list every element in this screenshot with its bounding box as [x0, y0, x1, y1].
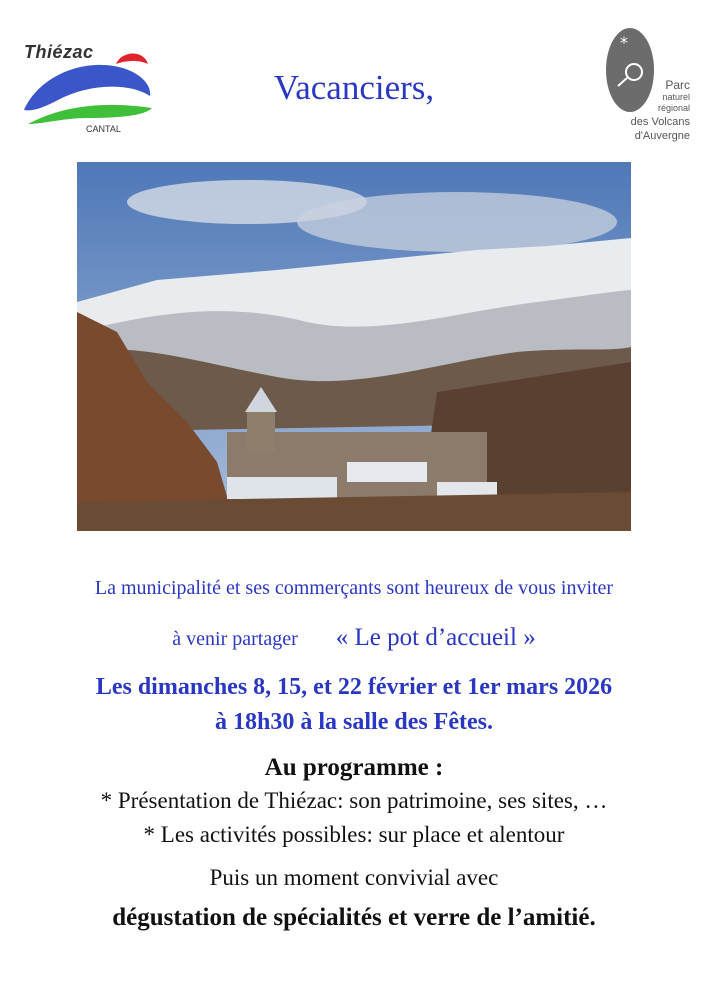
programme-heading: Au programme :: [264, 754, 444, 781]
village-photo: [77, 162, 631, 531]
thiezac-logo-sub: CANTAL: [86, 124, 121, 134]
partager-prefix: à venir partager: [172, 628, 298, 650]
event-time-place: à 18h30 à la salle des Fêtes.: [215, 709, 493, 735]
event-name: « Le pot d’accueil »: [335, 624, 536, 651]
village-photo-graphic: [77, 162, 631, 531]
then-text: Puis un moment convivial avec: [209, 865, 499, 890]
programme-item: * Présentation de Thiézac: son patrimoine, ses sites, …: [100, 788, 608, 813]
parc-line-3: régional: [657, 103, 690, 113]
event-dates: Les dimanches 8, 15, et 22 février et 1er mars 2026: [95, 674, 613, 700]
programme-item: * Les activités possibles: sur place et alentour: [143, 822, 565, 847]
page-title: Vacanciers,: [273, 68, 435, 107]
svg-text:*: *: [620, 33, 628, 52]
parc-line-4: des Volcans: [630, 116, 690, 128]
closing-text: dégustation de spécialités et verre de l’amitié.: [112, 904, 596, 931]
parc-line-1: Parc: [665, 78, 690, 92]
parc-line-5: d'Auvergne: [634, 130, 690, 142]
invite-text: La municipalité et ses commerçants sont heureux de vous inviter: [94, 577, 614, 599]
parc-line-2: naturel: [662, 92, 690, 102]
partager-line: [0, 624, 708, 652]
thiezac-logo-name: Thiézac: [24, 42, 94, 62]
